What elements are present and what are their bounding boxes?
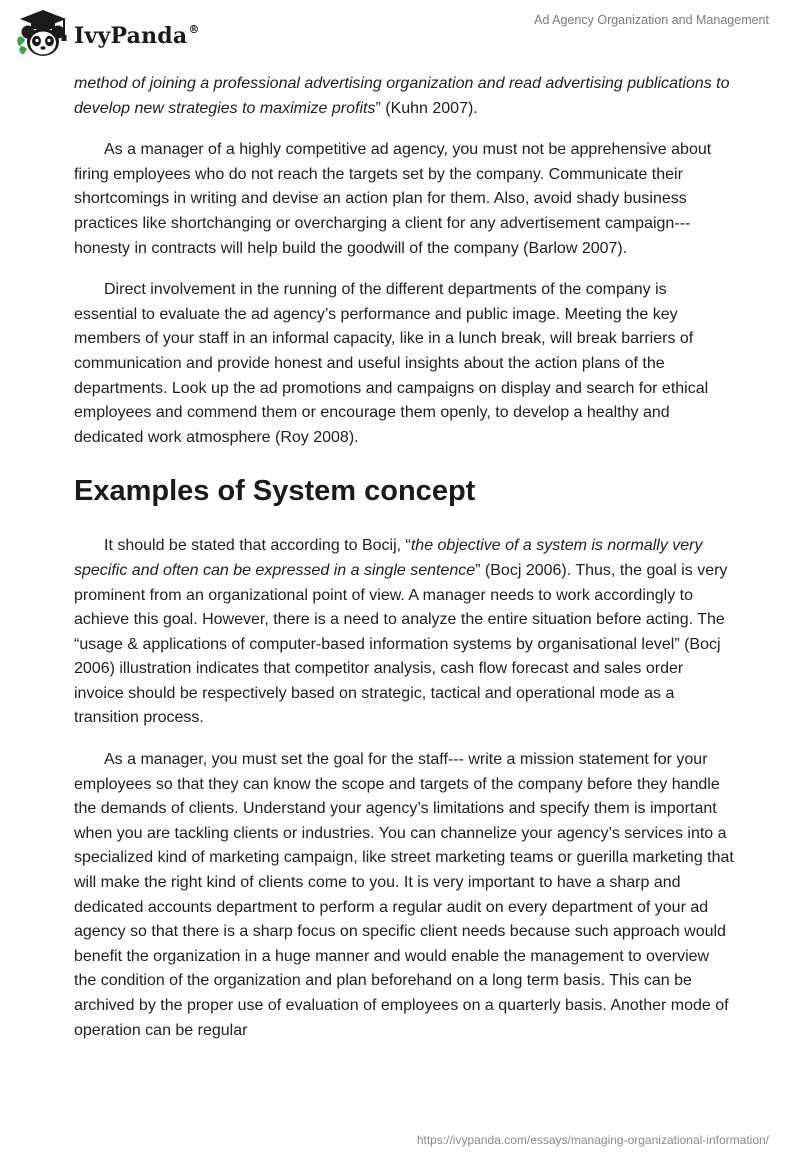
panda-graduate-icon <box>14 8 72 60</box>
source-url[interactable]: https://ivypanda.com/essays/managing-organizational-information/ <box>416 1133 769 1147</box>
paragraph-continuation <box>74 72 734 121</box>
page-header <box>0 0 800 70</box>
brand-name: IvyPanda® <box>74 22 200 49</box>
paragraph: As a manager of a highly competitive ad agency, you must not be apprehensive about firing employees who do not reach the targets set by the company. Communicate their shortcomings in writing and devise an action plan for them. Also, avoid shady business practices like shortchanging or overcharging a client for any advertisement campaign--- honesty in contracts will help build the goodwill of the company (Barlow 2007). <box>74 141 712 257</box>
ivypanda-logo[interactable] <box>14 8 200 60</box>
paragraph: As a manager, you must set the goal for the staff--- write a mission statement for your employees so that they can know the scope and targets of the company before they handle the demands of clients. Understand your agency’s limitations and specify them is important when you are tackling clients or industries. You can channelize your agency’s services into a specialized kind of marketing campaign, like street marketing teams or guerilla marketing that will make the right kind of clients come to you. It is very important to have a sharp and dedicated accounts department to perform a regular audit on every department of your ad agency so that there is a sharp focus on specific client needs because such approach would benefit the organization in a huge manner and would enable the management to overview the condition of the organization and plan beforehand on a long term basis. This can be archived by the proper use of evaluation of employees on a quarterly basis. Another mode of operation can be regular <box>74 751 734 1039</box>
paragraph: Direct involvement in the running of the different departments of the company is essential to evaluate the ad agency’s performance and public image. Meeting the key members of your staff in an informal capacity, like in a lunch break, will break barriers of communication and provide honest and useful insights about the action plans of the departments. Look up the ad promotions and campaigns on display and search for ethical employees and commend them or encourage them openly, to develop a healthy and dedicated work atmosphere (Roy 2008). <box>74 281 709 446</box>
quote-italic: the objective of a system is normally very specific and often can be expressed in a single sentence <box>74 537 703 579</box>
essay-body <box>74 72 734 1060</box>
paragraph-lead: It should be stated that according to Bocij, “ <box>104 537 411 555</box>
quote-italic: method of joining a professional advertising organization and read advertising publications to develop new strategies to maximize profits <box>74 75 730 117</box>
paragraph <box>74 534 734 731</box>
paragraph-rest: ” (Bocj 2006). Thus, the goal is very prominent from an organizational point of view. A manager needs to work accordingly to achieve this goal. However, there is a need to analyze the entire situation before acting. The “usage & applications of computer-based information systems by organisational level” (Bocj 2006) illustration indicates that competitor analysis, cash flow forecast and sales order invoice should be respectively based on strategic, tactical and operational mode as a transition process. <box>74 561 728 727</box>
registered-mark: ® <box>188 22 200 36</box>
citation-text: ” (Kuhn 2007). <box>375 99 478 117</box>
document-title: Ad Agency Organization and Management <box>534 13 769 27</box>
section-heading: Examples of System concept <box>74 475 476 508</box>
